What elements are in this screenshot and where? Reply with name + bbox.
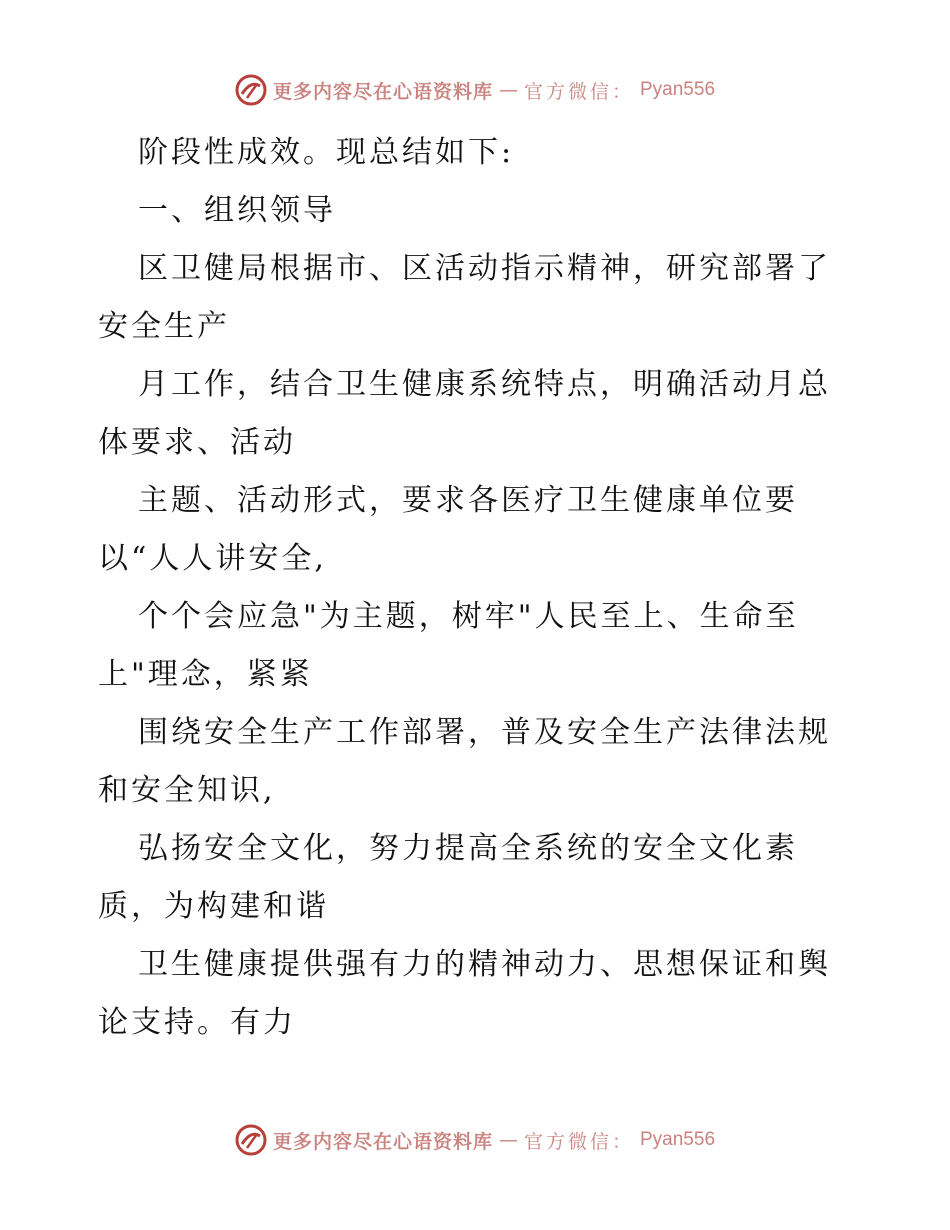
body-line: 围绕安全生产工作部署，普及安全生产法律法规 xyxy=(138,715,831,750)
document-body xyxy=(98,124,858,1052)
body-line: 弘扬安全文化，努力提高全系统的安全文化素 xyxy=(138,831,798,866)
body-line: 和安全知识, xyxy=(98,773,276,808)
watermark-text: 更多内容尽在心语资料库 xyxy=(272,1130,493,1153)
body-line: 区卫健局根据市、区活动指示精神，研究部署了 xyxy=(138,251,831,286)
watermark-label: 官方微信： xyxy=(523,80,634,103)
body-line: 主题、活动形式，要求各医疗卫生健康单位要 xyxy=(138,483,798,518)
body-line: 质，为构建和谐 xyxy=(98,889,329,924)
seal-logo-icon xyxy=(235,74,267,106)
footer-watermark xyxy=(0,1120,950,1160)
watermark-separator: — xyxy=(498,1129,518,1151)
body-line: 以“人人讲安全, xyxy=(98,541,327,576)
body-line: 安全生产 xyxy=(98,309,230,344)
watermark-separator: — xyxy=(498,79,518,101)
watermark-id: Pyan556 xyxy=(640,79,716,100)
body-line: 上"理念，紧紧 xyxy=(98,657,313,692)
body-line: 月工作，结合卫生健康系统特点，明确活动月总 xyxy=(138,367,831,402)
header-watermark xyxy=(0,70,950,110)
body-line: 卫生健康提供强有力的精神动力、思想保证和舆 xyxy=(138,947,831,982)
body-line: 阶段性成效。现总结如下: xyxy=(138,135,515,170)
seal-logo-icon xyxy=(235,1124,267,1156)
watermark-label: 官方微信： xyxy=(523,1130,634,1153)
watermark-id: Pyan556 xyxy=(640,1129,716,1150)
section-heading: 一、组织领导 xyxy=(138,193,336,228)
body-line: 个个会应急"为主题，树牢"人民至上、生命至 xyxy=(138,599,799,634)
body-line: 论支持。有力 xyxy=(98,1005,296,1040)
body-line: 体要求、活动 xyxy=(98,425,296,460)
watermark-text: 更多内容尽在心语资料库 xyxy=(272,80,493,103)
